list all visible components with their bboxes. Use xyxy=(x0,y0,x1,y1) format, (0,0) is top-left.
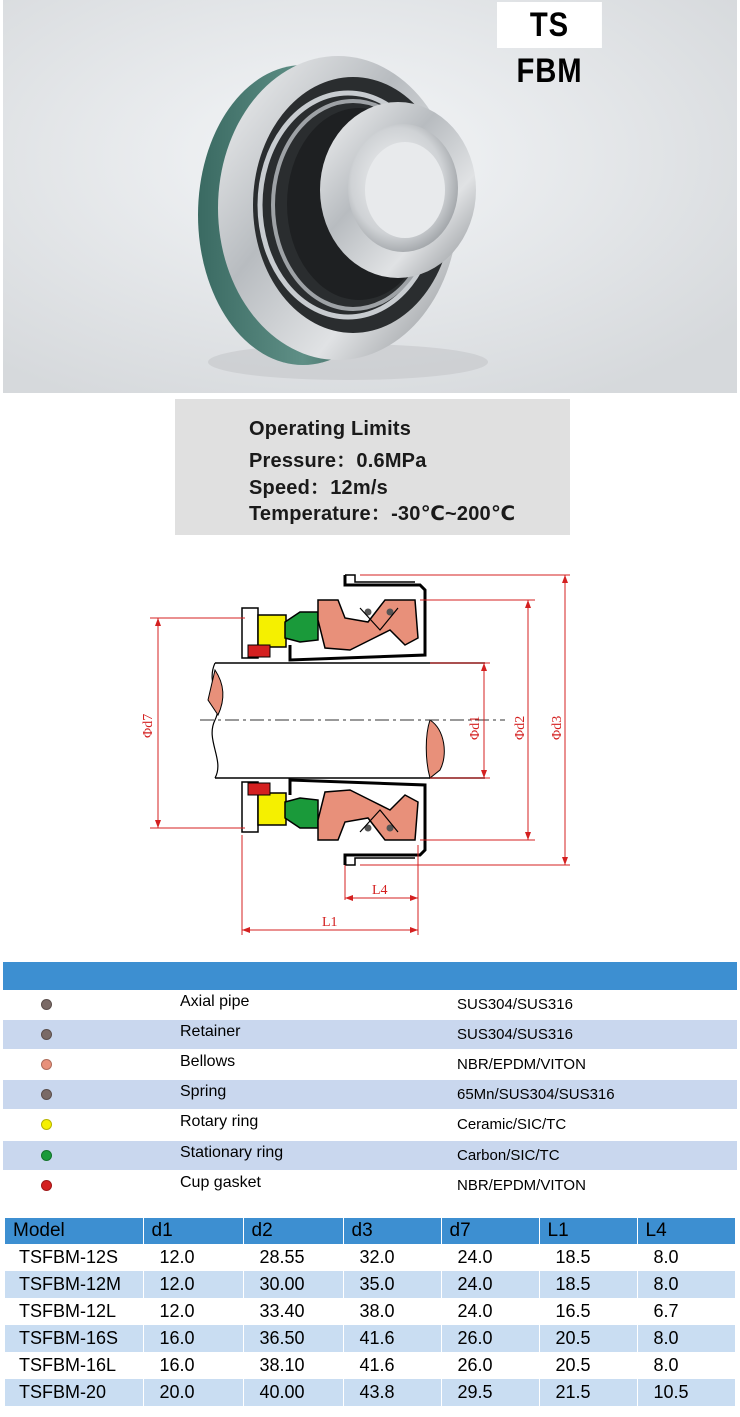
label-d3: Φd3 xyxy=(550,715,565,740)
product-photo xyxy=(3,0,737,393)
column-header: d1 xyxy=(143,1218,243,1244)
dimension-cell: 41.6 xyxy=(343,1352,441,1379)
dimension-cell: 10.5 xyxy=(637,1379,735,1406)
color-dot-icon xyxy=(41,999,52,1010)
column-header: Model xyxy=(5,1218,143,1244)
dimension-cell: 24.0 xyxy=(441,1298,539,1325)
dimension-cell: 29.5 xyxy=(441,1379,539,1406)
dimension-cell: 16.0 xyxy=(143,1352,243,1379)
dimension-cell: 8.0 xyxy=(637,1352,735,1379)
column-header: d3 xyxy=(343,1218,441,1244)
dimension-cell: 24.0 xyxy=(441,1244,539,1271)
label-d2: Φd2 xyxy=(513,715,528,740)
dimension-cell: 8.0 xyxy=(637,1244,735,1271)
color-dot-icon xyxy=(41,1089,52,1100)
dimension-cell: 24.0 xyxy=(441,1271,539,1298)
brand-title: TS FBM xyxy=(497,2,602,48)
limits-temperature: Temperature：-30℃~200℃ xyxy=(249,503,516,525)
label-l1: L1 xyxy=(322,915,338,930)
model-name-cell: TSFBM-16L xyxy=(5,1352,143,1379)
material-part-name: Bellows xyxy=(180,1053,236,1070)
material-value: NBR/EPDM/VITON xyxy=(457,1177,586,1194)
table-row xyxy=(5,1298,735,1325)
label-d7: Φd7 xyxy=(141,713,156,738)
color-dot-icon xyxy=(41,1150,52,1161)
model-name-cell: TSFBM-12M xyxy=(5,1271,143,1298)
column-header: L4 xyxy=(637,1218,735,1244)
dimension-cell: 8.0 xyxy=(637,1325,735,1352)
cup-gasket-top xyxy=(248,645,270,657)
dimension-cell: 36.50 xyxy=(243,1325,343,1352)
material-value: NBR/EPDM/VITON xyxy=(457,1056,586,1073)
material-row xyxy=(3,1050,737,1079)
operating-limits-box xyxy=(175,399,570,535)
bellows-top xyxy=(318,600,418,650)
column-header: d7 xyxy=(441,1218,539,1244)
material-value: Carbon/SIC/TC xyxy=(457,1147,560,1164)
model-dimensions-table xyxy=(5,1218,736,1406)
materials-header-bar xyxy=(3,962,737,990)
table-row xyxy=(5,1352,735,1379)
table-row xyxy=(5,1325,735,1352)
seal-photo-image xyxy=(3,0,737,393)
cup-gasket-bottom xyxy=(248,783,270,795)
dimension-cell: 12.0 xyxy=(143,1271,243,1298)
table-header-row xyxy=(5,1218,735,1244)
material-value: SUS304/SUS316 xyxy=(457,1026,573,1043)
dimension-cell: 32.0 xyxy=(343,1244,441,1271)
model-name-cell: TSFBM-12S xyxy=(5,1244,143,1271)
seal-cross-section-diagram xyxy=(0,560,740,940)
seal-bottom-half xyxy=(242,780,425,865)
table-row xyxy=(5,1379,735,1406)
material-row xyxy=(3,990,737,1019)
dimension-cell: 40.00 xyxy=(243,1379,343,1406)
dimension-cell: 18.5 xyxy=(539,1244,637,1271)
table-row xyxy=(5,1271,735,1298)
dimension-cell: 20.5 xyxy=(539,1352,637,1379)
limits-title: Operating Limits xyxy=(249,418,412,440)
limits-pressure: Pressure：0.6MPa xyxy=(249,450,427,472)
label-d1: Φd1 xyxy=(468,715,483,740)
material-row xyxy=(3,1110,737,1139)
dimension-cell: 21.5 xyxy=(539,1379,637,1406)
dimension-cell: 8.0 xyxy=(637,1271,735,1298)
color-dot-icon xyxy=(41,1029,52,1040)
shaft xyxy=(200,663,505,778)
material-value: SUS304/SUS316 xyxy=(457,996,573,1013)
dimension-cell: 38.0 xyxy=(343,1298,441,1325)
dimension-cell: 20.5 xyxy=(539,1325,637,1352)
material-part-name: Stationary ring xyxy=(180,1144,284,1161)
bellows-bottom xyxy=(318,790,418,840)
seal-top-half xyxy=(242,575,425,660)
limits-speed: Speed：12m/s xyxy=(249,477,388,499)
material-row xyxy=(3,1141,737,1170)
model-name-cell: TSFBM-20 xyxy=(5,1379,143,1406)
material-value: 65Mn/SUS304/SUS316 xyxy=(457,1086,615,1103)
table-row xyxy=(5,1244,735,1271)
color-dot-icon xyxy=(41,1059,52,1070)
dimension-cell: 28.55 xyxy=(243,1244,343,1271)
dimension-cell: 20.0 xyxy=(143,1379,243,1406)
dimension-cell: 16.5 xyxy=(539,1298,637,1325)
dimension-cell: 35.0 xyxy=(343,1271,441,1298)
dimension-cell: 12.0 xyxy=(143,1298,243,1325)
column-header: d2 xyxy=(243,1218,343,1244)
dimension-cell: 33.40 xyxy=(243,1298,343,1325)
color-dot-icon xyxy=(41,1180,52,1191)
material-part-name: Rotary ring xyxy=(180,1113,259,1130)
column-header: L1 xyxy=(539,1218,637,1244)
dimension-cell: 38.10 xyxy=(243,1352,343,1379)
material-part-name: Retainer xyxy=(180,1023,241,1040)
label-l4: L4 xyxy=(372,883,388,898)
dimension-cell: 41.6 xyxy=(343,1325,441,1352)
rotary-ring-bottom xyxy=(258,793,286,825)
model-name-cell: TSFBM-12L xyxy=(5,1298,143,1325)
model-name-cell: TSFBM-16S xyxy=(5,1325,143,1352)
dimension-cell: 6.7 xyxy=(637,1298,735,1325)
rotary-ring-top xyxy=(258,615,286,647)
material-row xyxy=(3,1020,737,1049)
material-row xyxy=(3,1171,737,1200)
dimension-cell: 30.00 xyxy=(243,1271,343,1298)
dimension-cell: 12.0 xyxy=(143,1244,243,1271)
stationary-ring-top xyxy=(285,612,318,642)
material-part-name: Spring xyxy=(180,1083,227,1100)
dimension-cell: 18.5 xyxy=(539,1271,637,1298)
dimension-cell: 26.0 xyxy=(441,1352,539,1379)
color-dot-icon xyxy=(41,1119,52,1130)
material-part-name: Axial pipe xyxy=(180,993,250,1010)
dimension-cell: 43.8 xyxy=(343,1379,441,1406)
material-part-name: Cup gasket xyxy=(180,1174,261,1191)
material-row xyxy=(3,1080,737,1109)
dimension-cell: 16.0 xyxy=(143,1325,243,1352)
material-value: Ceramic/SIC/TC xyxy=(457,1116,567,1133)
stationary-ring-bottom xyxy=(285,798,318,828)
dimension-cell: 26.0 xyxy=(441,1325,539,1352)
